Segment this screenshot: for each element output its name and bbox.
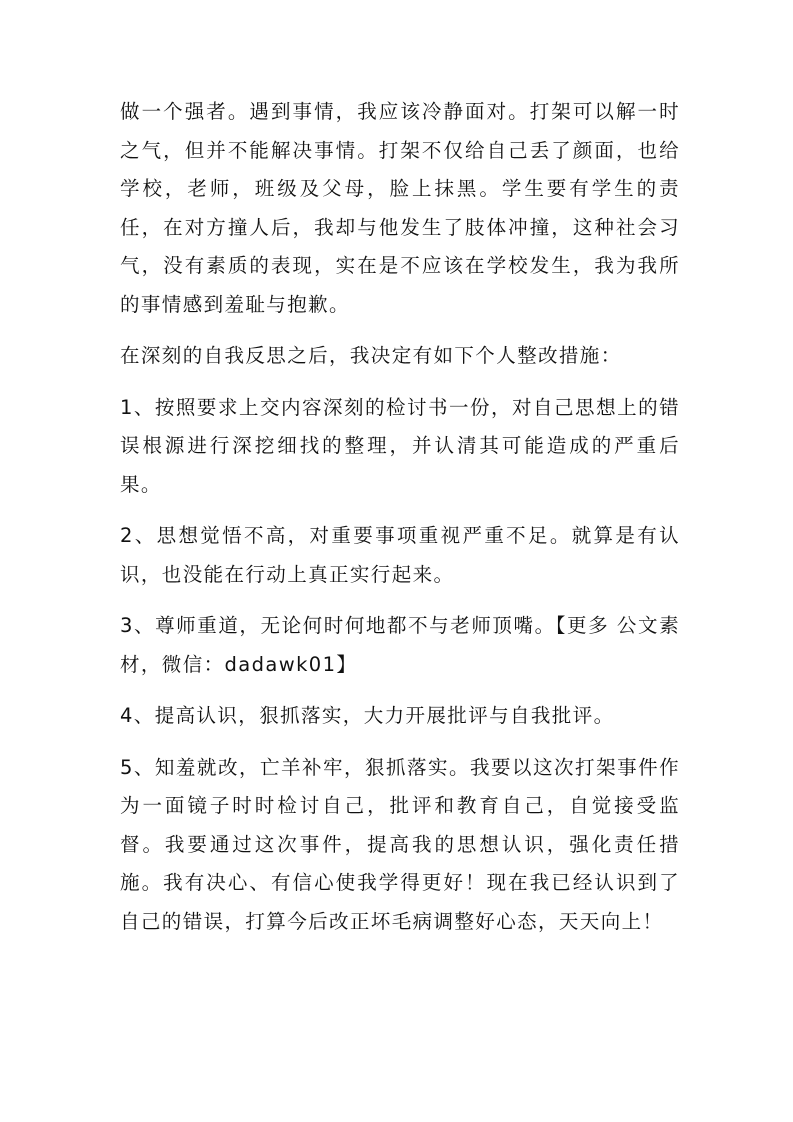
paragraph-reflection: 做一个强者。遇到事情，我应该冷静面对。打架可以解一时之气，但并不能解决事情。打架不仅给自己丢了颜面，也给学校，老师，班级及父母，脸上抹黑。学生要有学生的责任，在对方撞人后，我却与他发生了肢体冲撞，这种社会习气，没有素质的表现，实在是不应该在学校发生，我为我所的事情感到羞耻与抱歉。 bbox=[120, 100, 680, 316]
measure-item-5: 5、知羞就改，亡羊补牢，狠抓落实。我要以这次打架事件作为一面镜子时时检讨自己，批评和教育自己，自觉接受监督。我要通过这次事件，提高我的思想认识，强化责任措施。我有决心、有信心使我学得更好！现在我已经认识到了自己的错误，打算今后改正坏毛病调整好心态，天天向上！ bbox=[120, 755, 680, 933]
paragraph-intro-measures: 在深刻的自我反思之后，我决定有如下个人整改措施： bbox=[120, 344, 622, 367]
measure-item-4: 4、提高认识，狠抓落实，大力开展批评与自我批评。 bbox=[120, 704, 615, 727]
measure-item-3: 3、尊师重道，无论何时何地都不与老师顶嘴。【更多 公文素材，微信：dadawk01】 bbox=[120, 614, 680, 676]
measure-item-2: 2、思想觉悟不高，对重要事项重视严重不足。就算是有认识，也没能在行动上真正实行起来。 bbox=[120, 524, 680, 586]
document-page bbox=[120, 93, 680, 954]
measure-item-1: 1、按照要求上交内容深刻的检讨书一份，对自己思想上的错误根源进行深挖细找的整理，并认清其可能造成的严重后果。 bbox=[120, 395, 680, 496]
